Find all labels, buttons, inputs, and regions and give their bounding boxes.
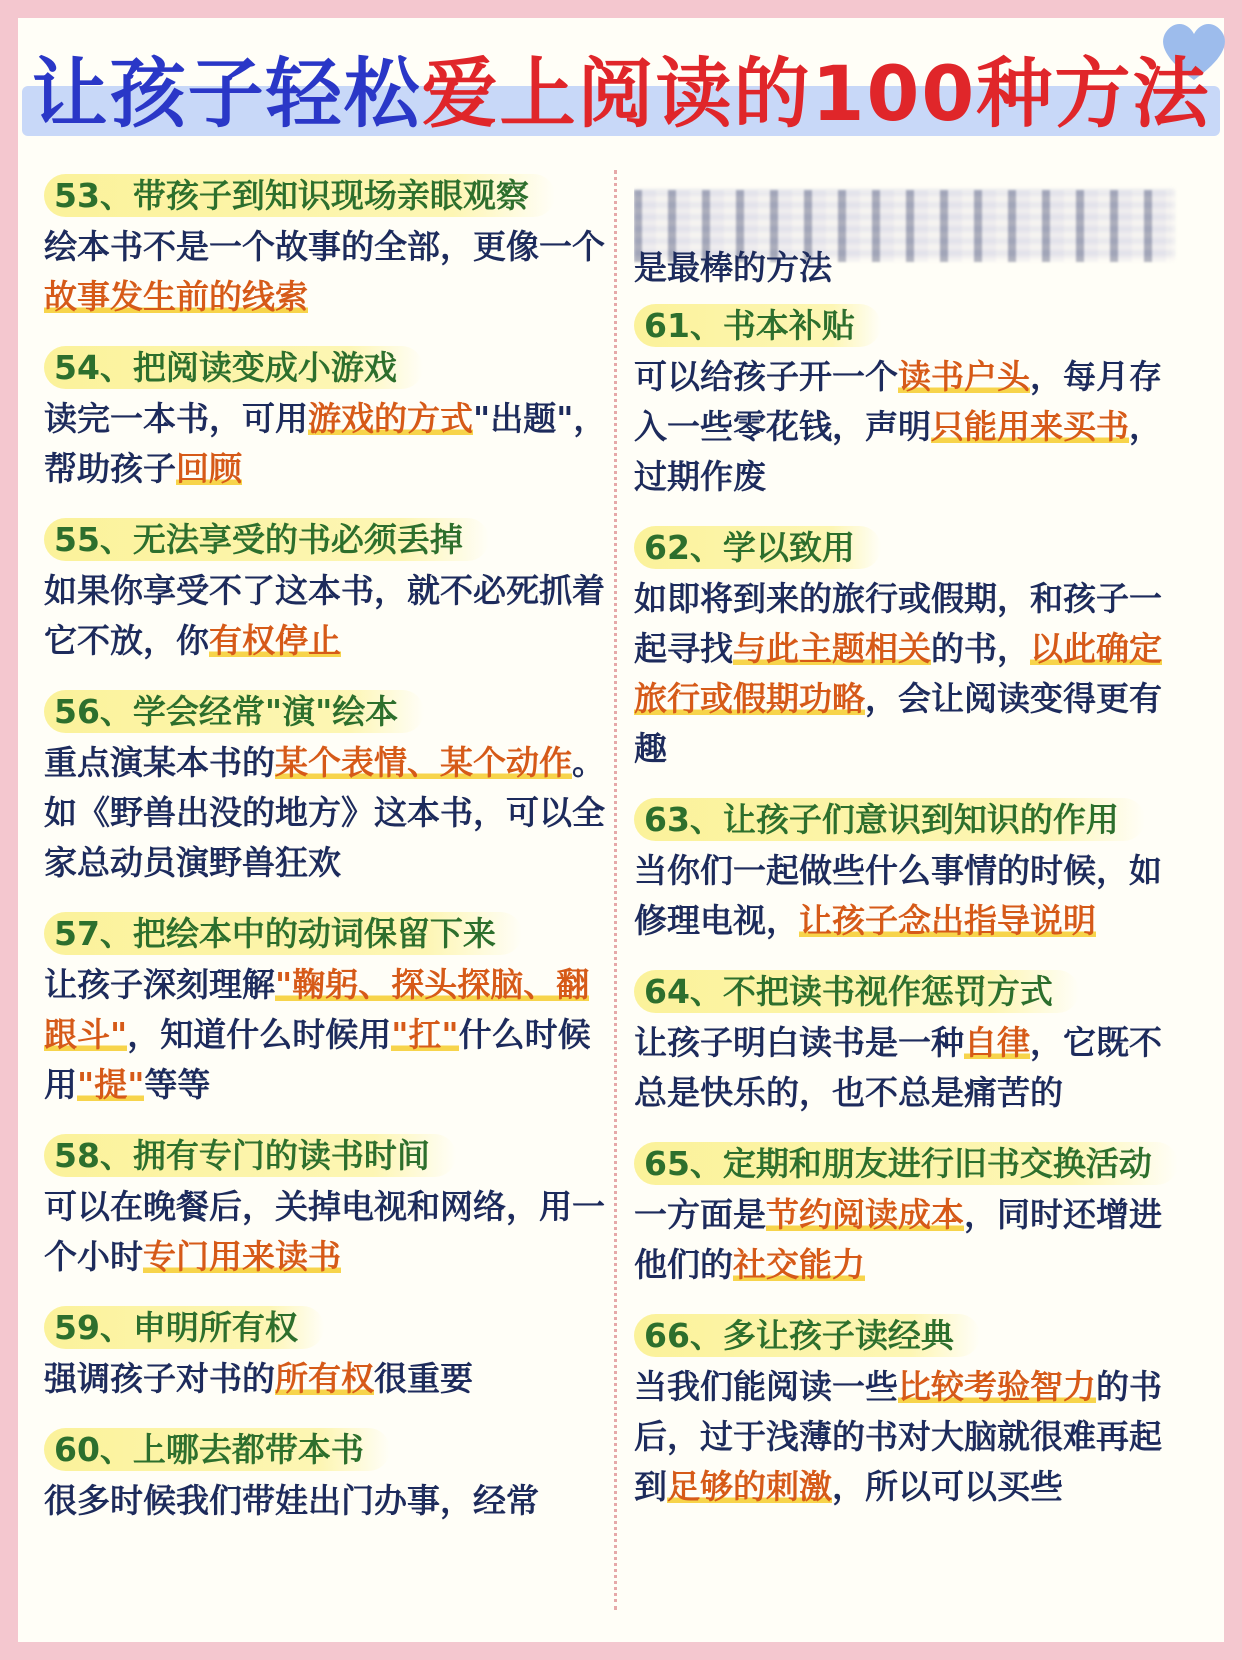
body-text: 。如《野兽出没的地方》这本书，可以全家总动员演野兽狂欢 bbox=[44, 743, 605, 882]
tip-body bbox=[634, 1018, 1194, 1118]
body-text: 的书后，过于浅薄的书对大脑就很难再起到 bbox=[634, 1367, 1162, 1506]
tip-body bbox=[44, 566, 614, 666]
right-column bbox=[634, 170, 1194, 1532]
body-text: 一方面是 bbox=[634, 1195, 766, 1234]
tip-item bbox=[634, 794, 1194, 946]
highlight-text: 自律 bbox=[964, 1023, 1030, 1062]
body-text: 什么时候用 bbox=[44, 1015, 591, 1104]
blurred-text-block bbox=[634, 170, 1194, 288]
tip-heading bbox=[634, 522, 881, 574]
body-text: 可以在晚餐后，关掉电视和网络，用一个小时 bbox=[44, 1187, 605, 1276]
highlight-text: 社交能力 bbox=[733, 1245, 865, 1284]
tip-heading-text: 55、无法享受的书必须丢掉 bbox=[44, 518, 489, 561]
tip-body bbox=[44, 1476, 614, 1526]
highlight-text: "扛" bbox=[391, 1015, 459, 1054]
column-divider bbox=[614, 170, 617, 1610]
tip-heading bbox=[44, 1302, 324, 1354]
highlight-text: 足够的刺激 bbox=[667, 1467, 832, 1506]
tip-heading bbox=[634, 966, 1079, 1018]
tip-heading bbox=[44, 908, 522, 960]
tip-heading bbox=[634, 1138, 1178, 1190]
tip-body bbox=[634, 1362, 1194, 1512]
tip-heading-text: 57、把绘本中的动词保留下来 bbox=[44, 912, 522, 955]
tip-body bbox=[634, 846, 1194, 946]
tip-item bbox=[44, 1424, 614, 1526]
body-text: ，所以可以买些 bbox=[832, 1467, 1063, 1506]
highlight-text: "鞠躬、探头探脑、翻跟斗" bbox=[44, 965, 590, 1054]
body-text: ，同时还增进他们的 bbox=[634, 1195, 1162, 1284]
tip-item bbox=[44, 1130, 614, 1282]
tip-body bbox=[634, 352, 1194, 502]
body-text: 当我们能阅读一些 bbox=[634, 1367, 898, 1406]
body-text: 很重要 bbox=[374, 1359, 473, 1398]
highlight-text: 只能用来买书 bbox=[931, 407, 1129, 446]
highlight-text: 读书户头 bbox=[898, 357, 1030, 396]
right-items bbox=[634, 300, 1194, 1512]
tip-heading-text: 63、让孩子们意识到知识的作用 bbox=[634, 798, 1145, 841]
tip-heading-text: 56、学会经常"演"绘本 bbox=[44, 690, 424, 733]
highlight-text: 某个表情、某个动作 bbox=[275, 743, 572, 782]
tip-body bbox=[44, 738, 614, 888]
tip-heading bbox=[44, 170, 555, 222]
tip-body bbox=[44, 222, 614, 322]
tip-body bbox=[44, 394, 614, 494]
tip-body bbox=[634, 1190, 1194, 1290]
tip-item bbox=[634, 300, 1194, 502]
tip-heading-text: 60、上哪去都带本书 bbox=[44, 1428, 390, 1471]
highlight-text: 回顾 bbox=[176, 449, 242, 488]
highlight-text: 让孩子念出指导说明 bbox=[799, 901, 1096, 940]
title-part-red: 爱上阅读的100种方法 bbox=[421, 49, 1211, 138]
tip-heading-text: 65、定期和朋友进行旧书交换活动 bbox=[634, 1142, 1178, 1185]
highlight-text: 比较考验智力 bbox=[898, 1367, 1096, 1406]
body-text: 重点演某本书的 bbox=[44, 743, 275, 782]
tip-body bbox=[634, 574, 1194, 774]
tip-item bbox=[634, 1310, 1194, 1512]
body-text: 强调孩子对书的 bbox=[44, 1359, 275, 1398]
tip-item bbox=[44, 514, 614, 666]
body-text: 可以给孩子开一个 bbox=[634, 357, 898, 396]
body-text: 如即将到来的旅行或假期，和孩子一起寻找 bbox=[634, 579, 1162, 668]
highlight-text: 游戏的方式 bbox=[308, 399, 473, 438]
tip-heading-text: 61、书本补贴 bbox=[634, 304, 881, 347]
tip-body bbox=[44, 960, 614, 1110]
tip-heading bbox=[44, 1130, 456, 1182]
highlight-text: 专门用来读书 bbox=[143, 1237, 341, 1276]
tip-heading-text: 54、把阅读变成小游戏 bbox=[44, 346, 423, 389]
tip-body bbox=[44, 1354, 614, 1404]
highlight-text: 有权停止 bbox=[209, 621, 341, 660]
body-text: 读完一本书，可用 bbox=[44, 399, 308, 438]
highlight-text: 以此确定旅行或假期功略 bbox=[634, 629, 1162, 718]
page-title bbox=[32, 44, 1211, 144]
tip-heading-text: 53、带孩子到知识现场亲眼观察 bbox=[44, 174, 555, 217]
body-text: 等等 bbox=[144, 1065, 211, 1104]
body-text: 绘本书不是一个故事的全部，更像一个 bbox=[44, 227, 605, 266]
body-text: 让孩子明白读书是一种 bbox=[634, 1023, 964, 1062]
body-text: 当你们一起做些什么事情的时候，如修理电视， bbox=[634, 851, 1162, 940]
tip-item bbox=[44, 342, 614, 494]
tip-heading-text: 64、不把读书视作惩罚方式 bbox=[634, 970, 1079, 1013]
tip-item bbox=[44, 908, 614, 1110]
body-text: 的书， bbox=[931, 629, 1030, 668]
tip-heading-text: 59、申明所有权 bbox=[44, 1306, 324, 1349]
highlight-text: 与此主题相关 bbox=[733, 629, 931, 668]
tip-heading bbox=[44, 514, 489, 566]
body-text: ，它既不总是快乐的，也不总是痛苦的 bbox=[634, 1023, 1162, 1112]
tip-heading bbox=[44, 686, 424, 738]
tip-heading-text: 66、多让孩子读经典 bbox=[634, 1314, 980, 1357]
highlight-text: 所有权 bbox=[275, 1359, 374, 1398]
body-text: ，每月存入一些零花钱，声明 bbox=[634, 357, 1162, 446]
tip-heading bbox=[634, 300, 881, 352]
tip-item bbox=[634, 522, 1194, 774]
body-text: "出题"，帮助孩子 bbox=[44, 399, 607, 488]
body-text: 让孩子深刻理解 bbox=[44, 965, 275, 1004]
tip-item bbox=[634, 1138, 1194, 1290]
body-text: ，会让阅读变得更有趣 bbox=[634, 679, 1162, 768]
tip-item bbox=[44, 686, 614, 888]
body-text: 很多时候我们带娃出门办事，经常 bbox=[44, 1481, 539, 1520]
highlight-text: 故事发生前的线索 bbox=[44, 277, 308, 316]
tip-heading bbox=[634, 794, 1145, 846]
body-text: ，过期作废 bbox=[634, 407, 1162, 496]
highlight-text: "提" bbox=[77, 1065, 145, 1104]
tip-item bbox=[44, 170, 614, 322]
tip-item bbox=[44, 1302, 614, 1404]
highlight-text: 节约阅读成本 bbox=[766, 1195, 964, 1234]
tip-heading bbox=[634, 1310, 980, 1362]
body-text: ，知道什么时候用 bbox=[127, 1015, 392, 1054]
title-part-blue: 让孩子轻松 bbox=[31, 49, 422, 138]
body-text: 如果你享受不了这本书，就不必死抓着它不放，你 bbox=[44, 571, 605, 660]
left-column bbox=[44, 170, 614, 1546]
tip-heading bbox=[44, 342, 423, 394]
tip-body bbox=[44, 1182, 614, 1282]
tip-heading-text: 62、学以致用 bbox=[634, 526, 881, 569]
tip-heading bbox=[44, 1424, 390, 1476]
blurred-tail-text: 是最棒的方法 bbox=[634, 248, 832, 287]
tip-heading-text: 58、拥有专门的读书时间 bbox=[44, 1134, 456, 1177]
title-area bbox=[0, 44, 1242, 144]
tip-item bbox=[634, 966, 1194, 1118]
